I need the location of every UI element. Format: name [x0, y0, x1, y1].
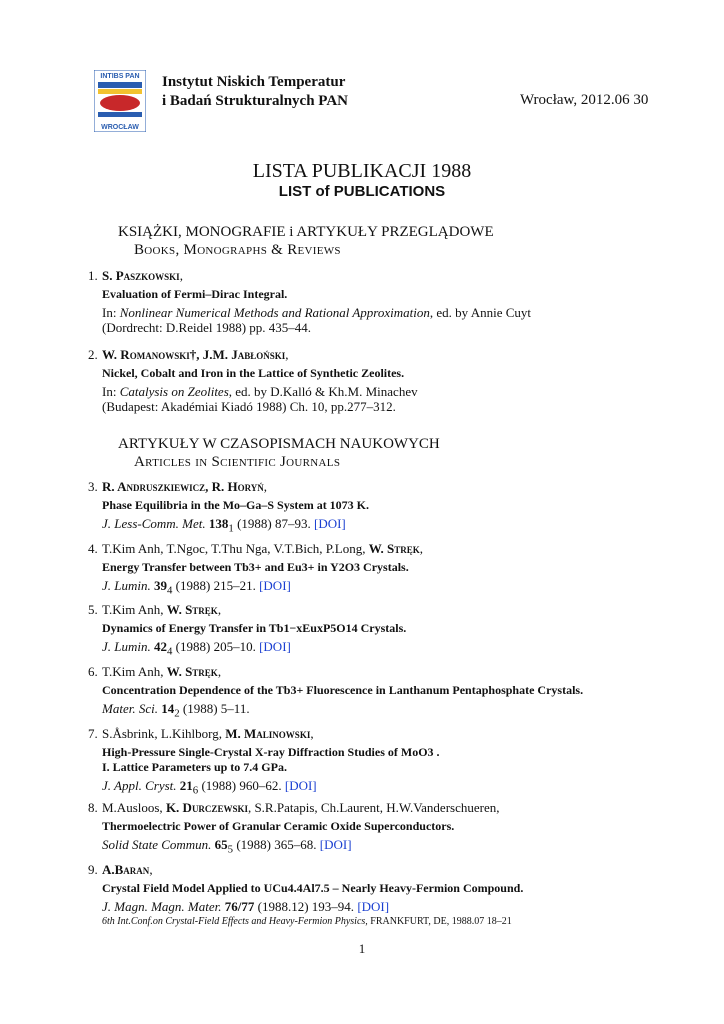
- citation-prefix: In:: [102, 305, 120, 320]
- volume: 76/77: [224, 899, 255, 914]
- item-number: 6.: [88, 664, 98, 679]
- publication-title: Crystal Field Model Applied to UCu4.4Al7.5 – Nearly Heavy-Fermion Compound.: [102, 881, 524, 895]
- publication-item: [88, 541, 658, 599]
- author-highlight: K. Durczewski: [165, 800, 248, 815]
- volume: 42: [154, 639, 167, 654]
- item-number: 5.: [88, 602, 98, 617]
- institute-line-1: Instytut Niskich Temperatur: [162, 74, 346, 90]
- authors-tail: ,: [217, 602, 222, 617]
- author-highlight: W. Stręk: [368, 541, 420, 556]
- authors-tail: ,: [149, 862, 153, 877]
- section-books: [118, 223, 494, 259]
- section-heading-en: Books, Monographs & Reviews: [134, 242, 341, 258]
- author-highlight: M. Malinowski: [225, 726, 311, 741]
- citation-prefix: In:: [102, 384, 120, 399]
- authors-plain: T.Kim Anh,: [102, 602, 167, 617]
- svg-text:INTIBS PAN: INTIBS PAN: [100, 73, 140, 80]
- book-title: Nonlinear Numerical Methods and Rational Approximation: [119, 305, 430, 320]
- publication-item: [88, 726, 658, 799]
- publication-title: Nickel, Cobalt and Iron in the Lattice of Synthetic Zeolites.: [102, 366, 405, 380]
- journal-name: Mater. Sci.: [102, 701, 158, 716]
- place-date: Wrocław, 2012.06 30: [520, 92, 649, 108]
- doi-link[interactable]: [DOI]: [259, 578, 291, 593]
- item-number: 9.: [88, 862, 98, 877]
- publication-item: [88, 862, 658, 929]
- volume: 65: [214, 837, 228, 852]
- institute-line-2: i Badań Strukturalnych PAN: [162, 93, 349, 109]
- publication-title: Evaluation of Fermi–Dirac Integral.: [102, 287, 288, 301]
- item-number: 3.: [88, 479, 98, 494]
- authors-tail: , S.R.Patapis, Ch.Laurent, H.W.Vanderschueren,: [247, 800, 500, 815]
- doi-link[interactable]: [DOI]: [284, 778, 317, 793]
- page-title: LISTA PUBLIKACJI 1988: [252, 160, 472, 182]
- publication-title: High-Pressure Single-Crystal X-ray Diffraction Studies of MoO3 .: [102, 745, 440, 759]
- citation-publisher: (Dordrecht: D.Reidel 1988) pp. 435–44.: [102, 320, 312, 335]
- item-number: 4.: [88, 541, 98, 556]
- section-heading-pl: ARTYKUŁY W CZASOPISMACH NAUKOWYCH: [118, 436, 440, 452]
- year-pages: (1988.12) 193–94.: [254, 899, 355, 914]
- year-pages: (1988) 205–10.: [172, 639, 256, 654]
- journal-name: J. Lumin.: [102, 639, 151, 654]
- citation-editor: , ed. by Annie Cuyt: [429, 305, 531, 320]
- doi-link[interactable]: [DOI]: [319, 837, 352, 852]
- issue: 2: [174, 707, 180, 720]
- publication-title: Thermoelectric Power of Granular Ceramic Oxide Superconductors.: [102, 819, 455, 833]
- volume: 138: [208, 516, 229, 531]
- authors-plain: T.Kim Anh, T.Ngoc, T.Thu Nga, V.T.Bich, P.Long,: [102, 541, 369, 556]
- authors-plain: S.Åsbrink, L.Kihlborg,: [102, 726, 226, 741]
- citation-editor: , ed. by D.Kalló & Kh.M. Minachev: [228, 384, 418, 399]
- publication-title: Concentration Dependence of the Tb3+ Fluorescence in Lanthanum Pentaphosphate Crystals.: [102, 683, 584, 697]
- publication-item: [88, 479, 658, 537]
- authors-plain: M.Ausloos,: [102, 800, 166, 815]
- doi-link[interactable]: [DOI]: [259, 639, 291, 654]
- publication-item: [88, 347, 658, 414]
- authors-tail: ,: [217, 664, 222, 679]
- conference-note: 6th Int.Conf.on Crystal-Field Effects and Heavy-Fermion Physics,: [102, 916, 368, 927]
- issue: 4: [167, 645, 173, 658]
- citation-publisher: (Budapest: Akadémiai Kiadó 1988) Ch. 10, pp.277–312.: [102, 399, 396, 414]
- journal-name: J. Appl. Cryst.: [102, 778, 177, 793]
- doi-link[interactable]: [DOI]: [313, 516, 346, 531]
- author-highlight: S. Paszkowski: [102, 268, 180, 283]
- item-number: 7.: [88, 726, 98, 741]
- issue: 6: [192, 784, 199, 797]
- year-pages: (1988) 365–68.: [233, 837, 317, 852]
- year-pages: (1988) 960–62.: [198, 778, 282, 793]
- volume: 39: [154, 578, 167, 593]
- item-number: 8.: [88, 800, 98, 815]
- authors-tail: ,: [179, 268, 183, 283]
- author-highlight: R. Andruszkiewicz, R. Horyń: [102, 479, 264, 494]
- author-highlight: W. Stręk: [166, 602, 218, 617]
- section-articles: [118, 435, 440, 471]
- authors-tail: ,: [419, 541, 424, 556]
- page-number: 1: [358, 941, 366, 956]
- journal-name: J. Less-Comm. Met.: [102, 516, 206, 531]
- publication-title: Energy Transfer between Tb3+ and Eu3+ in Y2O3 Crystals.: [102, 560, 409, 574]
- authors-tail: ,: [263, 479, 268, 494]
- conference-location: FRANKFURT, DE, 1988.07 18–21: [367, 916, 512, 927]
- publication-title-line-2: I. Lattice Parameters up to 7.4 GPa.: [102, 760, 287, 774]
- author-highlight: W. Romanowski†, J.M. Jabłoński: [102, 347, 286, 362]
- author-highlight: A.Baran: [102, 862, 150, 877]
- publication-item: [88, 268, 658, 335]
- year-pages: (1988) 5–11.: [179, 701, 250, 716]
- publication-item: [88, 602, 658, 660]
- item-number: 1.: [88, 268, 98, 283]
- publication-title: Dynamics of Energy Transfer in Tb1−xEuxP5O14 Crystals.: [102, 621, 407, 635]
- doi-link[interactable]: [DOI]: [357, 899, 390, 914]
- publication-item: [88, 664, 658, 722]
- issue: 4: [167, 584, 173, 597]
- volume: 14: [161, 701, 175, 716]
- issue: 5: [227, 843, 234, 856]
- publication-title: Phase Equilibria in the Mo–Ga–S System at 1073 K.: [102, 498, 370, 512]
- section-heading-en: Articles in Scientific Journals: [134, 454, 341, 470]
- institute-name: [162, 73, 348, 111]
- authors-plain: T.Kim Anh,: [102, 664, 167, 679]
- page-subtitle: LIST of PUBLICATIONS: [278, 183, 446, 200]
- journal-name: J. Lumin.: [102, 578, 151, 593]
- year-pages: (1988) 87–93.: [233, 516, 311, 531]
- book-title: Catalysis on Zeolites: [119, 384, 229, 399]
- journal-name: J. Magn. Magn. Mater.: [102, 899, 222, 914]
- issue: 1: [228, 522, 234, 535]
- institute-logo: [94, 70, 146, 132]
- authors-tail: ,: [310, 726, 314, 741]
- section-heading-pl: KSIĄŻKI, MONOGRAFIE i ARTYKUŁY PRZEGLĄDOWE: [118, 224, 494, 240]
- author-highlight: W. Stręk: [166, 664, 218, 679]
- volume: 21: [179, 778, 193, 793]
- publication-item: [88, 800, 658, 858]
- journal-name: Solid State Commun.: [102, 837, 212, 852]
- svg-text:WROCŁAW: WROCŁAW: [101, 124, 139, 131]
- authors-tail: ,: [285, 347, 289, 362]
- item-number: 2.: [88, 347, 98, 362]
- year-pages: (1988) 215–21.: [172, 578, 256, 593]
